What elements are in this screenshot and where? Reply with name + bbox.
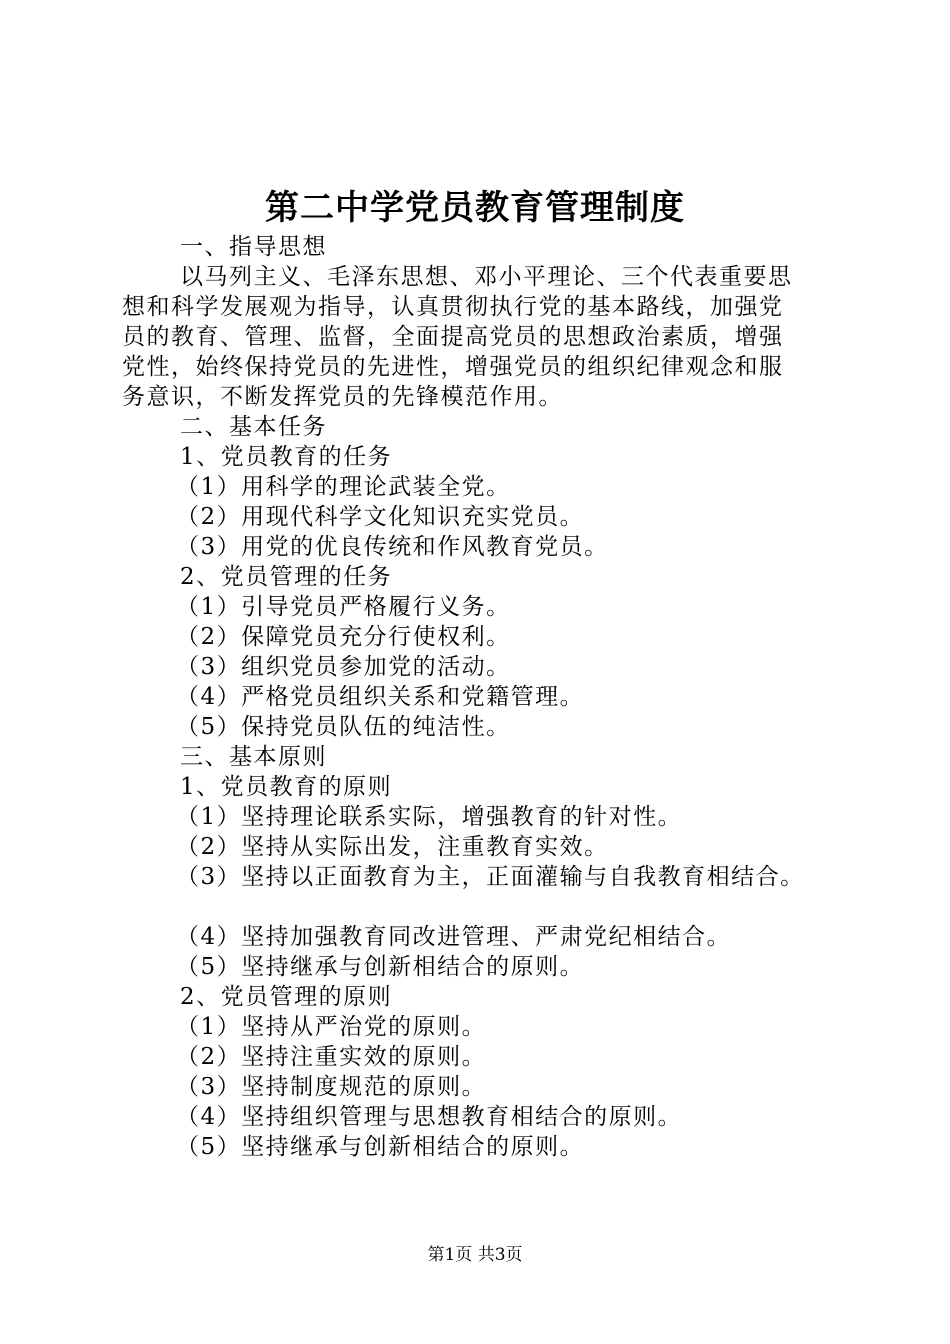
list-item: （1）引导党员严格履行义务。 bbox=[176, 594, 511, 620]
section-heading: 三、基本原则 bbox=[180, 744, 327, 770]
list-item: （3）坚持制度规范的原则。 bbox=[176, 1074, 487, 1100]
paragraph-line: 想和科学发展观为指导，认真贯彻执行党的基本路线，加强党 bbox=[122, 294, 784, 320]
list-item: （5）保持党员队伍的纯洁性。 bbox=[176, 714, 511, 740]
document-title: 第二中学党员教育管理制度 bbox=[265, 188, 685, 228]
paragraph-line: 以马列主义、毛泽东思想、邓小平理论、三个代表重要思 bbox=[180, 264, 793, 290]
paragraph-line: 务意识，不断发挥党员的先锋模范作用。 bbox=[122, 384, 563, 410]
list-item: （5）坚持继承与创新相结合的原则。 bbox=[176, 954, 585, 980]
list-item: （5）坚持继承与创新相结合的原则。 bbox=[176, 1134, 585, 1160]
list-item: （2）保障党员充分行使权利。 bbox=[176, 624, 511, 650]
list-item: （1）用科学的理论武装全党。 bbox=[176, 474, 511, 500]
list-item: （4）坚持组织管理与思想教育相结合的原则。 bbox=[176, 1104, 683, 1130]
blank-line bbox=[122, 892, 832, 922]
list-item: （3）坚持以正面教育为主，正面灌输与自我教育相结合。 bbox=[176, 864, 805, 890]
section-heading: 一、指导思想 bbox=[180, 234, 327, 260]
paragraph-line: 党性，始终保持党员的先进性，增强党员的组织纪律观念和服 bbox=[122, 354, 784, 380]
list-item: （3）用党的优良传统和作风教育党员。 bbox=[176, 534, 609, 560]
list-item: （4）坚持加强教育同改进管理、严肃党纪相结合。 bbox=[176, 924, 732, 950]
subsection-heading: 1、党员教育的原则 bbox=[180, 774, 393, 800]
list-item: （3）组织党员参加党的活动。 bbox=[176, 654, 511, 680]
list-item: （4）严格党员组织关系和党籍管理。 bbox=[176, 684, 585, 710]
list-item: （1）坚持从严治党的原则。 bbox=[176, 1014, 487, 1040]
section-heading: 二、基本任务 bbox=[180, 414, 327, 440]
paragraph-line: 员的教育、管理、监督，全面提高党员的思想政治素质，增强 bbox=[122, 324, 784, 350]
document-body bbox=[122, 232, 832, 1162]
list-item: （2）坚持从实际出发，注重教育实效。 bbox=[176, 834, 609, 860]
page-footer: 第1页 共3页 bbox=[427, 1245, 523, 1265]
list-item: （2）坚持注重实效的原则。 bbox=[176, 1044, 487, 1070]
list-item: （1）坚持理论联系实际，增强教育的针对性。 bbox=[176, 804, 683, 830]
list-item: （2）用现代科学文化知识充实党员。 bbox=[176, 504, 585, 530]
subsection-heading: 2、党员管理的任务 bbox=[180, 564, 393, 590]
subsection-heading: 1、党员教育的任务 bbox=[180, 444, 393, 470]
subsection-heading: 2、党员管理的原则 bbox=[180, 984, 393, 1010]
